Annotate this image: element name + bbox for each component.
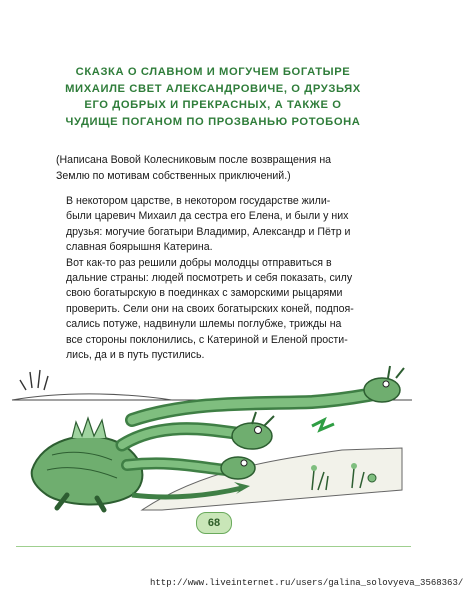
paragraph-1 — [56, 194, 386, 256]
title-line: МИХАИЛЕ СВЕТ АЛЕКСАНДРОВИЧЕ, О ДРУЗЬЯХ — [65, 82, 361, 95]
text-line: были царевич Михаил да сестра его Елена, и были у них — [66, 210, 349, 223]
text-line: проверить. Сели они на своих богатырских коней, подпоя- — [66, 302, 354, 315]
author-note — [56, 152, 386, 184]
title-line: СКАЗКА О СЛАВНОМ И МОГУЧЕМ БОГАТЫРЕ — [75, 66, 351, 78]
bottom-rule — [16, 546, 411, 547]
text-line: друзья: могучие богатыри Владимир, Александр и Пётр и — [66, 225, 351, 238]
source-url[interactable]: http://www.liveinternet.ru/users/galina_solovyeva_3568363/ — [150, 578, 463, 588]
text-line: свою богатырскую в поединках с заморскими рыцарями — [66, 287, 343, 300]
title-line: ЧУДИЩЕ ПОГАНОМ ПО ПРОЗВАНЬЮ РОТОБОНА — [65, 115, 361, 128]
dragon-head-right — [364, 378, 400, 402]
text-line: дальние страны: людей посмотреть и себя показать, силу — [66, 272, 353, 285]
story-title — [40, 64, 386, 130]
dragon-spikes — [72, 418, 106, 438]
hill — [12, 394, 172, 400]
paragraph-2 — [56, 256, 386, 364]
text-line: лись, да и в путь пустились. — [66, 349, 205, 362]
note-line: Землю по мотивам собственных приключений.) — [56, 170, 291, 182]
text-line: славная боярышня Катерина. — [66, 241, 213, 254]
page-number-badge: 68 — [196, 512, 232, 534]
text-line: Вот как-то раз решили добры молодцы отправиться в — [66, 256, 332, 269]
sun-rays — [20, 370, 48, 390]
dragon-head-middle — [232, 423, 272, 449]
text-line: все стороны поклонились, с Катериной и Еленой прости- — [66, 333, 348, 346]
dragon-head-low — [221, 457, 255, 479]
story-text — [56, 194, 386, 363]
text-line: сались потуже, надвинули шлемы поглубже, трижды на — [66, 318, 342, 331]
title-line: ЕГО ДОБРЫХ И ПРЕКРАСНЫХ, А ТАКЖЕ О — [84, 99, 342, 111]
dragon-illustration — [12, 360, 412, 510]
lightning-bolt — [312, 420, 334, 430]
note-line: (Написана Вовой Колесниковым после возвращения на — [56, 154, 332, 166]
text-line: В некотором царстве, в некотором государстве жили- — [66, 195, 331, 207]
